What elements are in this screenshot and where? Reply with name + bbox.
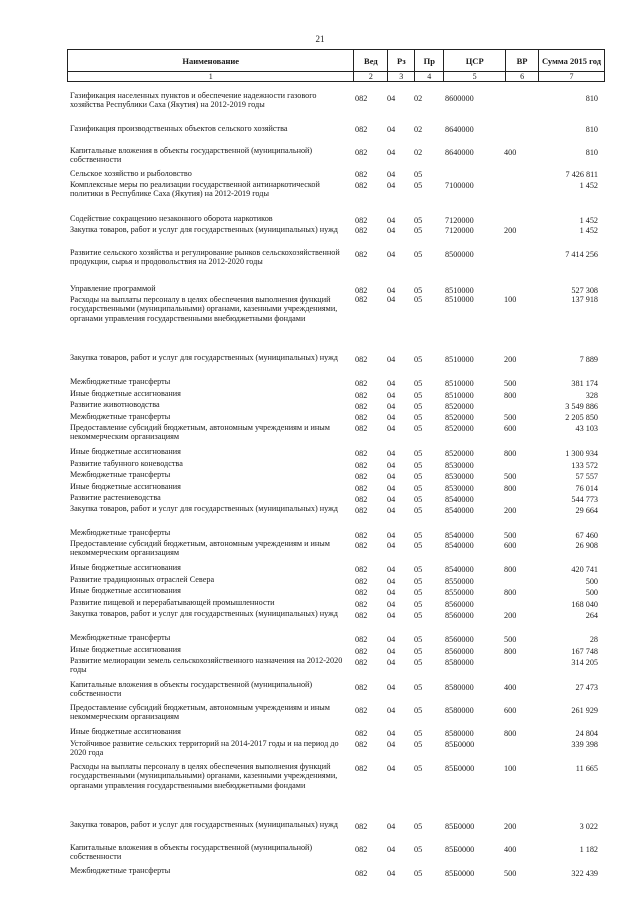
cell-csr: 85Б0000	[445, 869, 475, 878]
cell-pr: 05	[414, 541, 423, 550]
cell-rz: 04	[387, 635, 396, 644]
cell-rz: 04	[387, 125, 396, 134]
cell-name: Закупка товаров, работ и услуг для государственных (муниципальных) нужд	[70, 353, 338, 362]
cell-csr: 8520000	[445, 424, 474, 433]
cell-rz: 04	[387, 565, 396, 574]
cell-ved: 082	[355, 822, 368, 831]
header-rz: Рз	[388, 50, 415, 72]
header-num-2: 2	[354, 72, 388, 82]
cell-ved: 082	[355, 647, 368, 656]
cell-ved: 082	[355, 577, 368, 586]
cell-pr: 05	[414, 170, 423, 179]
cell-csr: 8510000	[445, 391, 474, 400]
header-num-4: 4	[415, 72, 444, 82]
cell-rz: 04	[387, 484, 396, 493]
cell-csr: 8540000	[445, 565, 474, 574]
cell-name: Развитие животноводства	[70, 400, 160, 409]
cell-name: Закупка товаров, работ и услуг для государственных (муниципальных) нужд	[70, 820, 338, 829]
cell-ved: 082	[355, 355, 368, 364]
cell-pr: 05	[414, 484, 423, 493]
cell-vr: 600	[504, 541, 517, 550]
cell-sum: 11 665	[575, 764, 598, 773]
cell-name: Развитие табунного коневодства	[70, 459, 183, 468]
cell-name: Сельское хозяйство и рыболовство	[70, 169, 192, 178]
cell-pr: 05	[414, 424, 423, 433]
cell-vr: 800	[504, 647, 517, 656]
cell-pr: 05	[414, 461, 423, 470]
cell-ved: 082	[355, 729, 368, 738]
cell-pr: 05	[414, 295, 423, 304]
header-num-7: 7	[539, 72, 605, 82]
cell-csr: 85Б0000	[445, 764, 475, 773]
cell-rz: 04	[387, 226, 396, 235]
cell-sum: 7 414 256	[565, 250, 598, 259]
cell-rz: 04	[387, 588, 396, 597]
cell-csr: 85Б0000	[445, 740, 475, 749]
cell-pr: 05	[414, 740, 423, 749]
cell-sum: 57 557	[575, 472, 598, 481]
cell-rz: 04	[387, 355, 396, 364]
cell-name: Иные бюджетные ассигнования	[70, 482, 181, 491]
cell-sum: 328	[585, 391, 598, 400]
cell-ved: 082	[355, 588, 368, 597]
cell-pr: 05	[414, 729, 423, 738]
cell-vr: 500	[504, 635, 517, 644]
cell-csr: 8600000	[445, 94, 474, 103]
cell-sum: 168 040	[571, 600, 598, 609]
cell-rz: 04	[387, 286, 396, 295]
cell-sum: 544 773	[571, 495, 598, 504]
cell-ved: 082	[355, 413, 368, 422]
cell-rz: 04	[387, 181, 396, 190]
cell-vr: 200	[504, 611, 517, 620]
cell-ved: 082	[355, 541, 368, 550]
cell-ved: 082	[355, 94, 368, 103]
cell-ved: 082	[355, 250, 368, 259]
cell-csr: 8550000	[445, 588, 474, 597]
cell-rz: 04	[387, 461, 396, 470]
cell-vr: 200	[504, 355, 517, 364]
page-number: 21	[315, 34, 325, 44]
cell-rz: 04	[387, 506, 396, 515]
cell-sum: 322 439	[571, 869, 598, 878]
cell-sum: 3 022	[579, 822, 598, 831]
cell-name: Содействие сокращению незаконного оборота наркотиков	[70, 214, 273, 223]
cell-csr: 8520000	[445, 449, 474, 458]
cell-vr: 800	[504, 391, 517, 400]
cell-sum: 167 748	[571, 647, 598, 656]
cell-csr: 8540000	[445, 495, 474, 504]
cell-sum: 810	[585, 125, 598, 134]
cell-csr: 8510000	[445, 355, 474, 364]
cell-csr: 8520000	[445, 413, 474, 422]
cell-name: Межбюджетные трансферты	[70, 377, 171, 386]
cell-rz: 04	[387, 541, 396, 550]
cell-name: Межбюджетные трансферты	[70, 470, 171, 479]
cell-csr: 8510000	[445, 286, 474, 295]
cell-pr: 05	[414, 250, 423, 259]
cell-name: Закупка товаров, работ и услуг для государственных (муниципальных) нужд	[70, 609, 338, 618]
cell-name: Закупка товаров, работ и услуг для государственных (муниципальных) нужд	[70, 225, 338, 234]
cell-ved: 082	[355, 170, 368, 179]
cell-csr: 8530000	[445, 484, 474, 493]
cell-ved: 082	[355, 148, 368, 157]
cell-pr: 05	[414, 449, 423, 458]
cell-sum: 264	[585, 611, 598, 620]
cell-pr: 05	[414, 658, 423, 667]
cell-vr: 500	[504, 869, 517, 878]
cell-rz: 04	[387, 764, 396, 773]
cell-name: Развитие пищевой и перерабатывающей промышленности	[70, 598, 275, 607]
cell-name: Иные бюджетные ассигнования	[70, 563, 181, 572]
cell-sum: 3 549 886	[565, 402, 598, 411]
cell-pr: 05	[414, 355, 423, 364]
cell-ved: 082	[355, 565, 368, 574]
cell-ved: 082	[355, 125, 368, 134]
cell-sum: 27 473	[575, 683, 598, 692]
cell-pr: 05	[414, 286, 423, 295]
cell-pr: 05	[414, 391, 423, 400]
cell-name: Управление программой	[70, 284, 156, 293]
cell-sum: 137 918	[571, 295, 598, 304]
cell-ved: 082	[355, 181, 368, 190]
cell-name: Межбюджетные трансферты	[70, 633, 171, 642]
cell-ved: 082	[355, 506, 368, 515]
cell-sum: 1 300 934	[565, 449, 598, 458]
cell-vr: 800	[504, 565, 517, 574]
cell-sum: 527 308	[571, 286, 598, 295]
cell-pr: 05	[414, 226, 423, 235]
header-ved: Вед	[354, 50, 388, 72]
cell-pr: 05	[414, 706, 423, 715]
cell-rz: 04	[387, 424, 396, 433]
cell-rz: 04	[387, 740, 396, 749]
cell-ved: 082	[355, 216, 368, 225]
cell-sum: 24 804	[575, 729, 598, 738]
cell-pr: 05	[414, 495, 423, 504]
cell-vr: 100	[504, 295, 517, 304]
cell-name: Межбюджетные трансферты	[70, 528, 171, 537]
cell-pr: 05	[414, 181, 423, 190]
cell-sum: 2 205 850	[565, 413, 598, 422]
cell-rz: 04	[387, 216, 396, 225]
cell-pr: 05	[414, 647, 423, 656]
cell-ved: 082	[355, 379, 368, 388]
cell-rz: 04	[387, 658, 396, 667]
cell-rz: 04	[387, 94, 396, 103]
cell-name: Иные бюджетные ассигнования	[70, 447, 181, 456]
cell-csr: 8510000	[445, 379, 474, 388]
cell-rz: 04	[387, 845, 396, 854]
cell-csr: 8560000	[445, 635, 474, 644]
cell-sum: 7 889	[579, 355, 598, 364]
cell-ved: 082	[355, 472, 368, 481]
cell-sum: 381 174	[571, 379, 598, 388]
cell-csr: 8520000	[445, 402, 474, 411]
header-sum: Сумма 2015 год	[539, 50, 605, 72]
cell-vr: 800	[504, 484, 517, 493]
cell-vr: 500	[504, 531, 517, 540]
cell-name: Предоставление субсидий бюджетным, автономным учреждениям и иным некоммерческим организациям	[70, 703, 330, 722]
cell-name: Развитие сельского хозяйства и регулирование рынков сельскохозяйственной продукции, сырья и продовольствия на 2012-2020 годы	[70, 248, 340, 267]
cell-ved: 082	[355, 611, 368, 620]
cell-sum: 500	[585, 577, 598, 586]
cell-sum: 314 205	[571, 658, 598, 667]
cell-csr: 7120000	[445, 216, 474, 225]
cell-pr: 05	[414, 565, 423, 574]
cell-csr: 8530000	[445, 472, 474, 481]
cell-pr: 05	[414, 683, 423, 692]
cell-rz: 04	[387, 611, 396, 620]
cell-pr: 05	[414, 506, 423, 515]
cell-csr: 8580000	[445, 706, 474, 715]
cell-pr: 05	[414, 635, 423, 644]
cell-vr: 500	[504, 413, 517, 422]
cell-csr: 8500000	[445, 250, 474, 259]
cell-rz: 04	[387, 295, 396, 304]
cell-name: Развитие растениеводства	[70, 493, 161, 502]
cell-pr: 05	[414, 413, 423, 422]
cell-name: Комплексные меры по реализации государственной антинаркотической политики в Республике Саха (Якутия) на 2012-2019 годы	[70, 180, 320, 199]
cell-csr: 8580000	[445, 683, 474, 692]
cell-sum: 7 426 811	[565, 170, 598, 179]
cell-vr: 800	[504, 449, 517, 458]
header-csr: ЦСР	[444, 50, 506, 72]
cell-sum: 1 452	[579, 181, 598, 190]
cell-name: Межбюджетные трансферты	[70, 866, 171, 875]
cell-sum: 76 014	[575, 484, 598, 493]
cell-ved: 082	[355, 845, 368, 854]
cell-sum: 500	[585, 588, 598, 597]
cell-ved: 082	[355, 295, 368, 304]
cell-rz: 04	[387, 683, 396, 692]
cell-sum: 43 103	[575, 424, 598, 433]
cell-rz: 04	[387, 706, 396, 715]
cell-ved: 082	[355, 683, 368, 692]
cell-rz: 04	[387, 600, 396, 609]
cell-pr: 05	[414, 611, 423, 620]
cell-vr: 100	[504, 764, 517, 773]
cell-ved: 082	[355, 484, 368, 493]
cell-vr: 400	[504, 148, 517, 157]
cell-csr: 8640000	[445, 125, 474, 134]
cell-name: Иные бюджетные ассигнования	[70, 645, 181, 654]
cell-vr: 600	[504, 424, 517, 433]
cell-pr: 05	[414, 577, 423, 586]
cell-name: Газификация производственных объектов сельского хозяйства	[70, 124, 288, 133]
cell-ved: 082	[355, 531, 368, 540]
cell-vr: 800	[504, 729, 517, 738]
cell-csr: 8580000	[445, 729, 474, 738]
header-num-6: 6	[506, 72, 539, 82]
header-num-5: 5	[444, 72, 506, 82]
cell-pr: 02	[414, 125, 423, 134]
cell-ved: 082	[355, 424, 368, 433]
cell-name: Межбюджетные трансферты	[70, 412, 171, 421]
cell-pr: 05	[414, 764, 423, 773]
cell-pr: 05	[414, 379, 423, 388]
header-num-1: 1	[68, 72, 354, 82]
cell-vr: 500	[504, 472, 517, 481]
cell-csr: 8560000	[445, 647, 474, 656]
cell-sum: 28	[589, 635, 598, 644]
cell-ved: 082	[355, 402, 368, 411]
cell-ved: 082	[355, 869, 368, 878]
cell-name: Развитие мелиорации земель сельскохозяйственного назначения на 2012-2020 годы	[70, 656, 343, 675]
cell-vr: 200	[504, 226, 517, 235]
cell-pr: 05	[414, 822, 423, 831]
cell-name: Развитие традиционных отраслей Севера	[70, 575, 215, 584]
cell-ved: 082	[355, 658, 368, 667]
cell-sum: 810	[585, 148, 598, 157]
cell-rz: 04	[387, 148, 396, 157]
cell-rz: 04	[387, 379, 396, 388]
cell-name: Предоставление субсидий бюджетным, автономным учреждениям и иным некоммерческим организациям	[70, 423, 330, 442]
cell-sum: 1 452	[579, 216, 598, 225]
cell-rz: 04	[387, 413, 396, 422]
cell-name: Предоставление субсидий бюджетным, автономным учреждениям и иным некоммерческим организациям	[70, 539, 330, 558]
cell-pr: 02	[414, 94, 423, 103]
cell-sum: 1 452	[579, 226, 598, 235]
cell-rz: 04	[387, 449, 396, 458]
cell-vr: 800	[504, 588, 517, 597]
cell-csr: 8560000	[445, 611, 474, 620]
cell-rz: 04	[387, 402, 396, 411]
cell-sum: 29 664	[575, 506, 598, 515]
cell-ved: 082	[355, 740, 368, 749]
cell-ved: 082	[355, 226, 368, 235]
header-pr: Пр	[415, 50, 444, 72]
cell-pr: 05	[414, 402, 423, 411]
cell-ved: 082	[355, 449, 368, 458]
cell-csr: 8550000	[445, 577, 474, 586]
cell-csr: 8580000	[445, 658, 474, 667]
cell-ved: 082	[355, 286, 368, 295]
cell-sum: 339 398	[571, 740, 598, 749]
cell-rz: 04	[387, 472, 396, 481]
cell-ved: 082	[355, 600, 368, 609]
cell-ved: 082	[355, 495, 368, 504]
cell-csr: 85Б0000	[445, 845, 475, 854]
cell-name: Иные бюджетные ассигнования	[70, 389, 181, 398]
cell-rz: 04	[387, 250, 396, 259]
cell-sum: 261 929	[571, 706, 598, 715]
cell-ved: 082	[355, 391, 368, 400]
cell-rz: 04	[387, 647, 396, 656]
cell-csr: 7100000	[445, 181, 474, 190]
cell-vr: 200	[504, 822, 517, 831]
cell-csr: 8640000	[445, 148, 474, 157]
cell-rz: 04	[387, 577, 396, 586]
cell-sum: 1 182	[579, 845, 598, 854]
cell-csr: 8540000	[445, 506, 474, 515]
cell-sum: 810	[585, 94, 598, 103]
cell-name: Капитальные вложения в объекты государственной (муниципальной) собственности	[70, 146, 313, 165]
header-name: Наименование	[68, 50, 354, 72]
cell-name: Закупка товаров, работ и услуг для государственных (муниципальных) нужд	[70, 504, 338, 513]
cell-pr: 05	[414, 531, 423, 540]
cell-vr: 400	[504, 683, 517, 692]
cell-rz: 04	[387, 391, 396, 400]
cell-ved: 082	[355, 764, 368, 773]
cell-sum: 133 572	[571, 461, 598, 470]
cell-pr: 05	[414, 869, 423, 878]
cell-sum: 67 460	[575, 531, 598, 540]
cell-name: Иные бюджетные ассигнования	[70, 586, 181, 595]
cell-ved: 082	[355, 706, 368, 715]
cell-csr: 8510000	[445, 295, 474, 304]
cell-name: Устойчивое развитие сельских территорий на 2014-2017 годы и на период до 2020 года	[70, 739, 339, 758]
cell-csr: 8540000	[445, 531, 474, 540]
cell-name: Расходы на выплаты персоналу в целях обеспечения выполнения функций государственными (муниципальными) органами, казенными учреждениями, органами управления государственными внебюджетными фондами	[70, 295, 338, 323]
cell-sum: 420 741	[571, 565, 598, 574]
cell-csr: 7120000	[445, 226, 474, 235]
cell-name: Капитальные вложения в объекты государственной (муниципальной) собственности	[70, 680, 313, 699]
cell-pr: 05	[414, 845, 423, 854]
cell-vr: 500	[504, 379, 517, 388]
cell-vr: 400	[504, 845, 517, 854]
header-vr: ВР	[506, 50, 539, 72]
cell-csr: 85Б0000	[445, 822, 475, 831]
cell-rz: 04	[387, 729, 396, 738]
cell-name: Капитальные вложения в объекты государственной (муниципальной) собственности	[70, 843, 313, 862]
cell-ved: 082	[355, 635, 368, 644]
cell-csr: 8540000	[445, 541, 474, 550]
cell-rz: 04	[387, 495, 396, 504]
cell-pr: 05	[414, 600, 423, 609]
cell-vr: 200	[504, 506, 517, 515]
cell-pr: 05	[414, 472, 423, 481]
cell-name: Расходы на выплаты персоналу в целях обеспечения выполнения функций государственными (муниципальными) органами, казенными учреждениями, органами управления государственными внебюджетными фондами	[70, 762, 338, 790]
cell-csr: 8560000	[445, 600, 474, 609]
cell-pr: 05	[414, 588, 423, 597]
cell-ved: 082	[355, 461, 368, 470]
cell-sum: 26 908	[575, 541, 598, 550]
cell-rz: 04	[387, 531, 396, 540]
cell-pr: 05	[414, 216, 423, 225]
cell-pr: 02	[414, 148, 423, 157]
cell-vr: 600	[504, 706, 517, 715]
cell-rz: 04	[387, 822, 396, 831]
cell-rz: 04	[387, 869, 396, 878]
header-num-3: 3	[388, 72, 415, 82]
cell-csr: 8530000	[445, 461, 474, 470]
cell-name: Газификация населенных пунктов и обеспечение надежности газового хозяйства Республики Саха (Якутия) на 2012-2019 годы	[70, 91, 317, 110]
cell-name: Иные бюджетные ассигнования	[70, 727, 181, 736]
cell-rz: 04	[387, 170, 396, 179]
